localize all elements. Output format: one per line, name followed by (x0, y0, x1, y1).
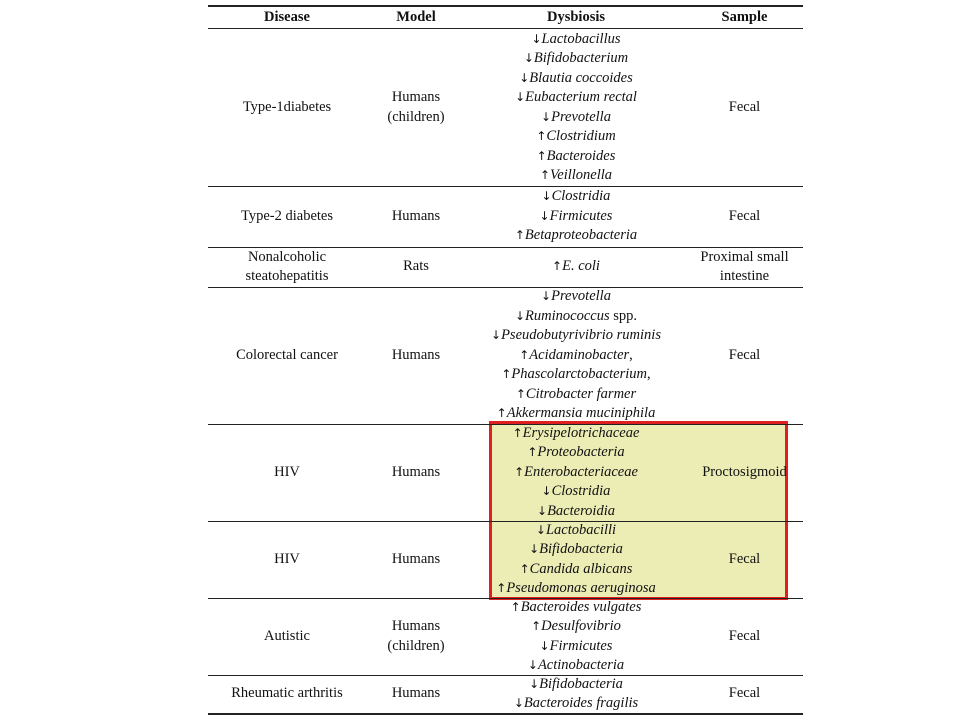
cell-line: Humans (391, 618, 441, 634)
cell-line: Fecal (728, 207, 761, 224)
cell-dysbiosis (466, 29, 686, 186)
taxon-name: Citrobacter farmer (525, 385, 637, 402)
cell-line: Colorectal cancer (236, 346, 338, 363)
dysbiosis-entry (519, 69, 633, 89)
taxon-name: Ruminococcus (525, 307, 610, 324)
cell-line: Humans (391, 89, 441, 105)
header-dysbiosis: Dysbiosis (546, 9, 606, 26)
dysbiosis-entry (501, 365, 650, 385)
dysbiosis-entry (528, 656, 624, 676)
table-row (208, 247, 803, 287)
cell-line: Fecal (728, 550, 761, 567)
table-row (208, 424, 803, 521)
taxon-name: Erysipelotrichaceae (522, 424, 640, 441)
cell-model (366, 424, 466, 521)
cell-disease (208, 424, 366, 521)
taxon-name: Actinobacteria (537, 657, 625, 673)
taxon-name: Candida albicans (529, 560, 633, 577)
taxon-name: Lactobacillus (541, 30, 621, 47)
down-arrow-icon: ↓ (539, 638, 550, 653)
taxon-name: Bifidobacterium (533, 50, 629, 66)
up-arrow-icon: ↑ (514, 228, 525, 243)
dysbiosis-entry (514, 463, 638, 483)
taxon-name: Clostridia (551, 483, 611, 500)
cell-sample (686, 521, 803, 598)
dysbiosis-entry (540, 207, 613, 227)
cell-sample (686, 424, 803, 521)
down-arrow-icon: ↓ (529, 676, 540, 691)
down-arrow-icon: ↓ (541, 189, 552, 204)
header-disease: Disease (264, 9, 310, 26)
cell-model (366, 598, 466, 675)
cell-disease (208, 675, 366, 713)
taxon-name: Bacteroides (546, 147, 616, 164)
taxon-name: Prevotella (551, 108, 611, 125)
cell-model (366, 186, 466, 247)
dysbiosis-entry (542, 482, 611, 502)
cell-line: Rats (403, 258, 429, 275)
up-arrow-icon: ↑ (501, 367, 512, 382)
down-arrow-icon: ↓ (529, 542, 540, 556)
taxon-name: Enterobacteriaceae (524, 463, 638, 480)
taxon-name: Bacteroidia (547, 502, 615, 519)
cell-dysbiosis (466, 247, 686, 287)
cell-line: Type-2 diabetes (241, 207, 333, 224)
taxon-name: Pseudobutyrivibrio ruminis (501, 327, 661, 344)
dysbiosis-entry (540, 637, 613, 657)
header-model: Model (396, 9, 436, 26)
cell-line: (children) (387, 637, 445, 654)
taxon-name: Veillonella (550, 167, 613, 183)
dysbiosis-entry (511, 598, 642, 618)
cell-sample (686, 675, 803, 713)
table-row (208, 521, 803, 598)
cell-line: HIV (274, 550, 300, 567)
cell-dysbiosis (466, 186, 686, 247)
cell-disease (208, 521, 366, 598)
row-separator (208, 713, 803, 715)
dysbiosis-entry (496, 579, 656, 599)
taxon-name: Clostridium (546, 128, 616, 144)
down-arrow-icon: ↓ (527, 658, 538, 672)
up-arrow-icon: ↑ (512, 425, 523, 440)
dysbiosis-entry (537, 147, 616, 167)
cell-line: Fecal (728, 98, 761, 115)
dysbiosis-entry (497, 404, 656, 424)
down-arrow-icon: ↓ (539, 208, 550, 223)
cell-line: Nonalcoholic (247, 248, 327, 265)
cell-line: Humans (391, 346, 441, 363)
taxon-name: Desulfovibrio (541, 618, 621, 634)
taxon-suffix: spp. (609, 307, 638, 324)
cell-sample (686, 287, 803, 424)
taxon-name: Firmicutes (549, 637, 613, 654)
down-arrow-icon: ↓ (523, 51, 534, 65)
taxon-suffix: , (647, 366, 651, 383)
table-row (208, 29, 803, 186)
cell-model (366, 29, 466, 186)
cell-line: Fecal (728, 685, 761, 702)
cell-disease (208, 186, 366, 247)
cell-line: Humans (391, 685, 441, 702)
taxon-name: Clostridia (551, 188, 611, 205)
down-arrow-icon: ↓ (515, 90, 526, 104)
taxon-name: Bacteroides vulgates (520, 598, 642, 615)
dysbiosis-entry (541, 287, 611, 307)
down-arrow-icon: ↓ (537, 503, 548, 518)
cell-line: (children) (387, 108, 445, 125)
table-row (208, 598, 803, 675)
cell-line: intestine (719, 268, 770, 284)
cell-line: Fecal (728, 627, 761, 644)
table-row (208, 287, 803, 424)
dysbiosis-entry (531, 30, 620, 50)
taxon-name: E. coli (562, 258, 600, 275)
down-arrow-icon: ↓ (541, 289, 552, 304)
taxon-name: Betaproteobacteria (524, 227, 638, 244)
up-arrow-icon: ↑ (552, 259, 563, 274)
taxon-name: Blautia coccoides (529, 69, 633, 86)
header-sample: Sample (721, 9, 768, 26)
cell-line: HIV (274, 463, 300, 480)
up-arrow-icon: ↑ (496, 581, 507, 595)
up-arrow-icon: ↑ (514, 464, 525, 479)
dysbiosis-entry (542, 187, 611, 207)
dysbiosis-entry (536, 521, 616, 541)
up-arrow-icon: ↑ (539, 168, 551, 182)
cell-sample (686, 598, 803, 675)
dysbiosis-entry (515, 307, 637, 327)
taxon-name: Bacteroides fragilis (523, 695, 639, 711)
dysbiosis-entry (514, 694, 638, 714)
dysbiosis-entry (515, 88, 637, 108)
cell-disease (208, 29, 366, 186)
taxon-suffix: , (629, 346, 633, 363)
cell-line: Humans (391, 550, 441, 567)
up-arrow-icon: ↑ (536, 148, 547, 163)
up-arrow-icon: ↑ (519, 561, 530, 576)
taxon-name: Lactobacilli (545, 521, 617, 538)
taxon-name: Eubacterium rectal (525, 89, 637, 105)
cell-line: steatohepatitis (245, 268, 329, 284)
cell-model (366, 521, 466, 598)
up-arrow-icon: ↑ (515, 386, 526, 401)
cell-dysbiosis (466, 675, 686, 713)
dysbiosis-entry (515, 226, 637, 246)
dysbiosis-entry (529, 540, 623, 560)
table-row (208, 186, 803, 247)
up-arrow-icon: ↑ (536, 129, 547, 143)
cell-line: Humans (391, 207, 441, 224)
cell-sample (686, 247, 803, 287)
cell-sample (686, 29, 803, 186)
dysbiosis-entry (537, 502, 615, 522)
dysbiosis-entry (513, 424, 640, 444)
table-header-row (208, 7, 803, 29)
dysbiosis-entry (531, 617, 621, 637)
cell-dysbiosis (466, 424, 686, 521)
cell-dysbiosis (466, 598, 686, 675)
cell-sample (686, 186, 803, 247)
taxon-name: Proteobacteria (537, 444, 625, 461)
dysbiosis-entry (520, 560, 633, 580)
down-arrow-icon: ↓ (514, 308, 526, 323)
taxon-name: Phascolarctobacterium (511, 366, 647, 383)
cell-line: Autistic (264, 627, 310, 644)
taxon-name: Prevotella (551, 288, 611, 305)
up-arrow-icon: ↑ (510, 599, 521, 614)
cell-model (366, 287, 466, 424)
down-arrow-icon: ↓ (513, 696, 524, 710)
cell-line: Type-1diabetes (242, 98, 332, 115)
down-arrow-icon: ↓ (519, 70, 530, 85)
dysbiosis-entry (540, 166, 612, 186)
dysbiosis-entry (524, 49, 628, 69)
cell-line: Humans (391, 463, 441, 480)
taxon-name: Acidaminobacter (529, 346, 630, 363)
cell-model (366, 675, 466, 713)
dysbiosis-entry (519, 346, 633, 366)
cell-line: Rheumatic arthritis (231, 685, 343, 702)
cell-model (366, 247, 466, 287)
cell-disease (208, 247, 366, 287)
dysbiosis-entry (529, 675, 623, 695)
dysbiosis-entry (491, 326, 661, 346)
cell-line: Proximal small (700, 248, 789, 265)
taxon-name: Firmicutes (549, 207, 613, 224)
cell-dysbiosis (466, 287, 686, 424)
table-row (208, 675, 803, 713)
taxon-name: Bifidobacteria (539, 541, 623, 557)
dysbiosis-entry (536, 127, 615, 147)
dysbiosis-entry (541, 108, 611, 128)
taxon-name: Pseudomonas aeruginosa (506, 580, 656, 596)
cell-line: Fecal (728, 346, 761, 363)
up-arrow-icon: ↑ (527, 445, 538, 460)
cell-disease (208, 598, 366, 675)
cell-dysbiosis (466, 521, 686, 598)
taxon-name: Akkermansia muciniphila (506, 405, 656, 422)
dysbiosis-entry (552, 257, 600, 277)
cell-line: Proctosigmoid (702, 463, 787, 480)
down-arrow-icon: ↓ (535, 522, 546, 537)
down-arrow-icon: ↓ (541, 109, 552, 124)
up-arrow-icon: ↑ (519, 347, 530, 362)
down-arrow-icon: ↓ (491, 328, 502, 343)
dysbiosis-entry (527, 443, 624, 463)
down-arrow-icon: ↓ (541, 484, 552, 499)
cell-disease (208, 287, 366, 424)
up-arrow-icon: ↑ (496, 406, 507, 421)
dysbiosis-entry (516, 385, 636, 405)
down-arrow-icon: ↓ (531, 31, 542, 46)
up-arrow-icon: ↑ (531, 619, 542, 633)
taxon-name: Bifidobacteria (539, 675, 623, 692)
